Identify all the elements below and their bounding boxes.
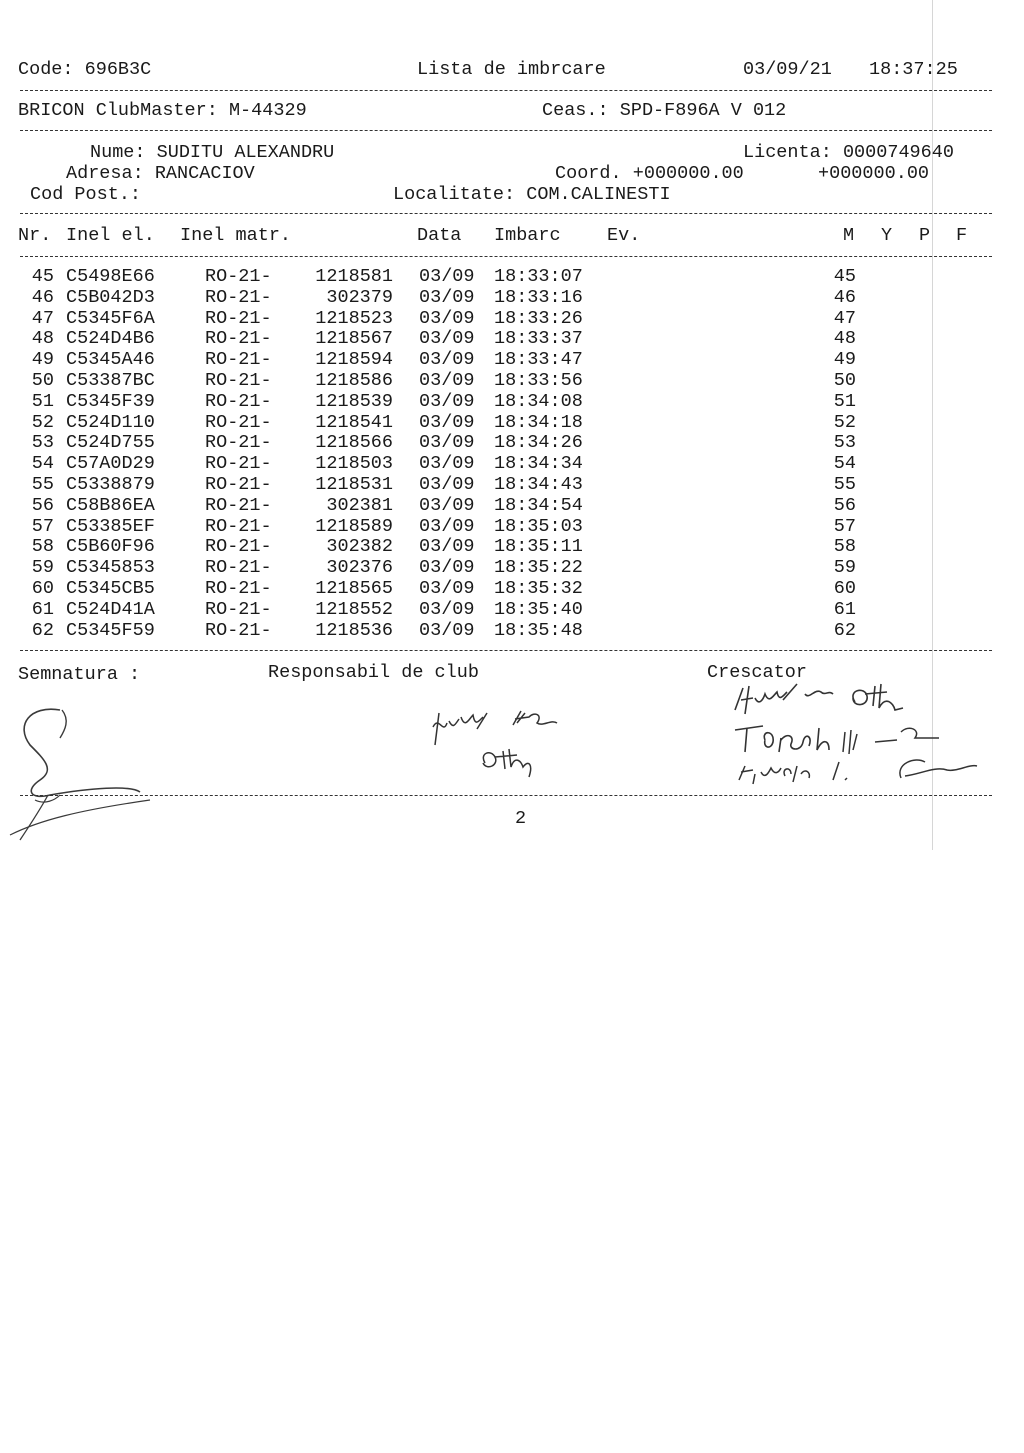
row-ring-matr: 302379	[326, 286, 393, 308]
row-m: 55	[833, 474, 856, 495]
col-ring-matr: Inel matr.	[180, 225, 292, 246]
col-p: P	[919, 225, 931, 246]
row-prefix: RO-21-	[205, 494, 272, 516]
row-prefix: RO-21-	[205, 619, 272, 641]
row-time: 18:33:26	[494, 307, 583, 329]
row-ring-matr: 1218565	[315, 578, 393, 599]
code-label: Code:	[18, 59, 74, 80]
row-m: 52	[833, 411, 856, 433]
table-row	[0, 328, 1024, 349]
row-date: 03/09	[419, 619, 475, 641]
row-ring-matr: 1218594	[315, 349, 393, 371]
row-nr: 50	[31, 370, 54, 391]
clock-value: SPD-F896A V 012	[619, 100, 787, 121]
row-date: 03/09	[419, 515, 475, 537]
row-time: 18:35:03	[494, 515, 583, 537]
page-number: 2	[515, 808, 527, 829]
col-date: Data	[417, 225, 462, 246]
divider	[20, 90, 992, 91]
address-field	[66, 163, 255, 184]
row-ring-el: C524D755	[66, 432, 155, 454]
code-value: 696B3C	[84, 59, 152, 80]
row-prefix: RO-21-	[205, 411, 272, 433]
row-time: 18:33:16	[494, 286, 583, 308]
table-row	[0, 474, 1024, 495]
row-m: 59	[833, 557, 856, 579]
row-ring-matr: 1218566	[315, 432, 393, 454]
row-date: 03/09	[419, 578, 475, 599]
license-number: 0000749640	[842, 142, 954, 163]
row-ring-el: C5345F6A	[66, 307, 155, 329]
table-row	[0, 557, 1024, 578]
postcode-label: Cod Post.:	[30, 184, 142, 205]
row-nr: 54	[31, 453, 54, 475]
divider	[20, 130, 992, 131]
col-ev: Ev.	[607, 225, 641, 246]
row-time: 18:35:48	[494, 619, 583, 641]
locality: COM.CALINESTI	[526, 184, 671, 205]
row-prefix: RO-21-	[205, 390, 272, 412]
row-nr: 48	[31, 328, 54, 350]
code-field	[18, 59, 151, 80]
coord-label: Coord.	[555, 163, 622, 184]
row-time: 18:34:18	[494, 411, 583, 433]
row-time: 18:33:47	[494, 349, 583, 371]
table-row	[0, 620, 1024, 641]
col-y: Y	[881, 225, 893, 246]
col-boarding: Imbarc	[494, 225, 561, 246]
row-m: 51	[833, 390, 856, 412]
row-ring-el: C5338879	[66, 474, 155, 495]
row-nr: 45	[31, 266, 54, 287]
row-nr: 62	[31, 619, 54, 641]
table-row	[0, 287, 1024, 308]
row-m: 48	[833, 328, 856, 350]
row-m: 49	[833, 349, 856, 371]
locality-field	[393, 184, 671, 205]
row-ring-el: C5345853	[66, 557, 155, 579]
row-prefix: RO-21-	[205, 598, 272, 620]
row-prefix: RO-21-	[205, 286, 272, 308]
row-ring-matr: 1218531	[315, 474, 393, 495]
row-m: 54	[833, 453, 856, 475]
owner-name: SUDITU ALEXANDRU	[156, 142, 335, 163]
system-label: BRICON ClubMaster:	[18, 100, 218, 121]
club-responsible-label: Responsabil de club	[268, 662, 479, 683]
coord-field	[555, 163, 744, 184]
row-ring-matr: 1218536	[315, 619, 393, 641]
row-date: 03/09	[419, 598, 475, 620]
system-id: M-44329	[228, 100, 307, 121]
row-ring-el: C57A0D29	[66, 453, 155, 475]
row-ring-matr: 302382	[326, 536, 393, 558]
row-ring-matr: 1218503	[315, 453, 393, 475]
table-row	[0, 391, 1024, 412]
coord-x: +000000.00	[632, 163, 744, 184]
row-time: 18:34:54	[494, 494, 583, 516]
row-prefix: RO-21-	[205, 349, 272, 371]
print-date: 03/09/21	[743, 59, 832, 80]
col-ring-el: Inel el.	[66, 225, 155, 246]
table-row	[0, 370, 1024, 391]
table-row	[0, 266, 1024, 287]
table-row	[0, 432, 1024, 453]
row-date: 03/09	[419, 536, 475, 558]
row-ring-el: C5345A46	[66, 349, 155, 371]
row-m: 50	[833, 370, 856, 391]
row-ring-el: C53385EF	[66, 515, 155, 537]
row-ring-el: C58B86EA	[66, 494, 155, 516]
owner-name-field	[90, 142, 334, 163]
row-ring-el: C524D110	[66, 411, 155, 433]
row-m: 53	[833, 432, 856, 454]
row-time: 18:33:07	[494, 266, 583, 287]
row-m: 45	[833, 266, 856, 287]
row-date: 03/09	[419, 349, 475, 371]
row-ring-el: C5345F39	[66, 390, 155, 412]
row-nr: 52	[31, 411, 54, 433]
license-label: Licenta:	[743, 142, 832, 163]
row-date: 03/09	[419, 307, 475, 329]
coord-y: +000000.00	[818, 163, 930, 184]
col-m: M	[843, 225, 855, 246]
row-ring-el: C524D4B6	[66, 328, 155, 350]
row-ring-el: C5B042D3	[66, 286, 155, 308]
row-m: 46	[833, 286, 856, 308]
row-time: 18:34:08	[494, 390, 583, 412]
row-ring-matr: 1218567	[315, 328, 393, 350]
row-date: 03/09	[419, 411, 475, 433]
table-row	[0, 308, 1024, 329]
row-date: 03/09	[419, 370, 475, 391]
col-nr: Nr.	[18, 225, 52, 246]
row-m: 57	[833, 515, 856, 537]
name-label: Nume:	[90, 142, 146, 163]
signature-left	[0, 700, 160, 860]
divider	[20, 256, 992, 257]
row-time: 18:33:37	[494, 328, 583, 350]
row-time: 18:35:32	[494, 578, 583, 599]
row-ring-matr: 1218523	[315, 307, 393, 329]
row-date: 03/09	[419, 474, 475, 495]
row-nr: 46	[31, 286, 54, 308]
signature-club	[425, 705, 575, 785]
row-prefix: RO-21-	[205, 515, 272, 537]
row-nr: 61	[31, 598, 54, 620]
row-date: 03/09	[419, 432, 475, 454]
row-nr: 53	[31, 432, 54, 454]
row-m: 58	[833, 536, 856, 558]
row-m: 60	[833, 578, 856, 599]
signature-label: Semnatura :	[18, 664, 141, 685]
row-ring-matr: 1218539	[315, 390, 393, 412]
row-date: 03/09	[419, 494, 475, 516]
row-prefix: RO-21-	[205, 474, 272, 495]
row-date: 03/09	[419, 286, 475, 308]
row-time: 18:34:26	[494, 432, 583, 454]
table-row	[0, 516, 1024, 537]
row-prefix: RO-21-	[205, 453, 272, 475]
row-ring-matr: 1218586	[315, 370, 393, 391]
row-prefix: RO-21-	[205, 578, 272, 599]
row-nr: 51	[31, 390, 54, 412]
divider	[20, 795, 992, 796]
row-nr: 57	[31, 515, 54, 537]
table-row	[0, 578, 1024, 599]
row-date: 03/09	[419, 557, 475, 579]
row-m: 61	[833, 598, 856, 620]
clock-field	[542, 100, 786, 121]
document-title: Lista de imbrcare	[417, 59, 606, 80]
table-row	[0, 412, 1024, 433]
address-label: Adresa:	[66, 163, 144, 184]
row-ring-matr: 302376	[326, 557, 393, 579]
row-time: 18:34:43	[494, 474, 583, 495]
row-nr: 56	[31, 494, 54, 516]
locality-label: Localitate:	[393, 184, 516, 205]
row-prefix: RO-21-	[205, 307, 272, 329]
divider	[20, 650, 992, 651]
row-time: 18:35:11	[494, 536, 583, 558]
row-prefix: RO-21-	[205, 370, 272, 391]
table-row	[0, 536, 1024, 557]
row-ring-matr: 302381	[326, 494, 393, 516]
row-date: 03/09	[419, 453, 475, 475]
row-nr: 60	[31, 578, 54, 599]
row-ring-el: C5B60F96	[66, 536, 155, 558]
row-ring-el: C5345CB5	[66, 578, 155, 599]
breeder-label: Crescator	[707, 662, 807, 683]
divider	[20, 213, 992, 214]
row-m: 56	[833, 494, 856, 516]
row-date: 03/09	[419, 390, 475, 412]
table-row	[0, 453, 1024, 474]
row-nr: 55	[31, 474, 54, 495]
row-ring-el: C5498E66	[66, 266, 155, 287]
table-row	[0, 599, 1024, 620]
print-time: 18:37:25	[869, 59, 958, 80]
row-nr: 49	[31, 349, 54, 371]
clock-label: Ceas.:	[542, 100, 609, 121]
row-m: 47	[833, 307, 856, 329]
row-prefix: RO-21-	[205, 557, 272, 579]
row-nr: 58	[31, 536, 54, 558]
row-time: 18:35:22	[494, 557, 583, 579]
row-ring-matr: 1218581	[315, 266, 393, 287]
row-time: 18:34:34	[494, 453, 583, 475]
row-prefix: RO-21-	[205, 266, 272, 287]
row-m: 62	[833, 619, 856, 641]
row-date: 03/09	[419, 266, 475, 287]
row-ring-el: C5345F59	[66, 619, 155, 641]
table-header	[0, 225, 1024, 246]
row-prefix: RO-21-	[205, 328, 272, 350]
license-field	[743, 142, 954, 163]
address: RANCACIOV	[154, 163, 255, 184]
row-ring-matr: 1218552	[315, 598, 393, 620]
row-ring-matr: 1218541	[315, 411, 393, 433]
table-row	[0, 495, 1024, 516]
row-date: 03/09	[419, 328, 475, 350]
col-f: F	[956, 225, 968, 246]
table-row	[0, 349, 1024, 370]
row-ring-el: C53387BC	[66, 370, 155, 391]
row-time: 18:33:56	[494, 370, 583, 391]
signature-breeder	[725, 680, 980, 795]
row-prefix: RO-21-	[205, 432, 272, 454]
row-ring-el: C524D41A	[66, 598, 155, 620]
row-prefix: RO-21-	[205, 536, 272, 558]
row-nr: 59	[31, 557, 54, 579]
row-ring-matr: 1218589	[315, 515, 393, 537]
row-time: 18:35:40	[494, 598, 583, 620]
system-field	[18, 100, 307, 121]
row-nr: 47	[31, 307, 54, 329]
